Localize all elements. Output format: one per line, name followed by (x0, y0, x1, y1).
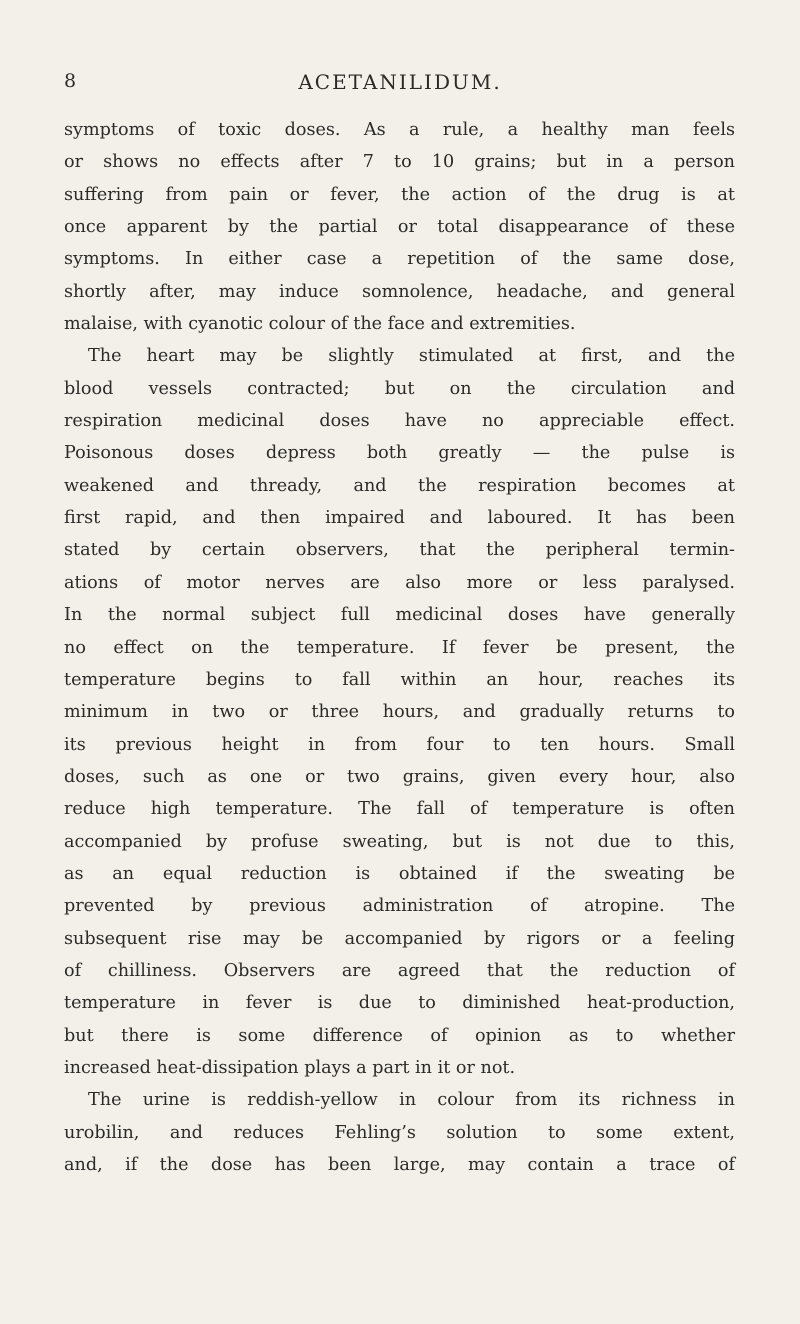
paragraph (64, 1084, 735, 1181)
paragraph (64, 340, 735, 1084)
text-line: no effect on the temperature. If fever be present, the (64, 637, 735, 658)
text-line: stated by certain observers, that the peripheral termin- (64, 540, 735, 561)
text-line: accompanied by profuse sweating, but is not due to this, (64, 831, 735, 852)
text-line: Poisonous doses depress both greatly — the pulse is (64, 443, 735, 464)
text-line: symptoms of toxic doses. As a rule, a healthy man feels (64, 120, 735, 140)
page-number: 8 (64, 70, 78, 92)
text-line: as an equal reduction is obtained if the sweating be (64, 863, 735, 884)
text-line: subsequent rise may be accompanied by rigors or a feeling (64, 928, 735, 949)
text-line: blood vessels contracted; but on the circulation and (64, 378, 735, 399)
text-line: The heart may be slightly stimulated at first, and the (88, 346, 735, 367)
text-line: but there is some difference of opinion as to whether (64, 1025, 735, 1046)
text-line: once apparent by the partial or total disappearance of these (64, 217, 735, 238)
text-line: weakened and thready, and the respiration becomes at (64, 475, 735, 496)
text-line: its previous height in from four to ten hours. Small (64, 734, 735, 755)
text-line: suffering from pain or fever, the action of the drug is at (64, 184, 735, 205)
text-line: reduce high temperature. The fall of temperature is often (64, 799, 735, 820)
text-line: symptoms. In either case a repetition of the same dose, (64, 249, 735, 270)
text-line: malaise, with cyanotic colour of the face and extremities. (64, 314, 576, 335)
text-line: minimum in two or three hours, and gradually returns to (64, 702, 735, 723)
text-line: temperature in fever is due to diminished heat-production, (64, 993, 735, 1014)
text-line: first rapid, and then impaired and laboured. It has been (64, 508, 735, 529)
paragraph (64, 114, 735, 340)
text-line: ations of motor nerves are also more or less paralysed. (64, 572, 735, 593)
page-header (0, 70, 800, 104)
text-line: urobilin, and reduces Fehling’s solution to some extent, (64, 1122, 735, 1143)
running-head: ACETANILIDUM. (298, 70, 502, 94)
text-line: and, if the dose has been large, may contain a trace of (64, 1155, 735, 1175)
body-text (64, 114, 735, 1181)
text-line: respiration medicinal doses have no appreciable effect. (64, 411, 735, 432)
text-line: increased heat-dissipation plays a part in it or not. (64, 1057, 516, 1078)
text-line: The urine is reddish-yellow in colour from its richness in (88, 1090, 735, 1111)
text-line: shortly after, may induce somnolence, headache, and general (64, 281, 735, 302)
text-line: temperature begins to fall within an hour, reaches its (64, 669, 735, 690)
text-line: In the normal subject full medicinal doses have generally (64, 605, 735, 626)
text-line: doses, such as one or two grains, given every hour, also (64, 766, 735, 787)
text-line: or shows no effects after 7 to 10 grains; but in a person (64, 152, 735, 173)
text-line: prevented by previous administration of atropine. The (64, 896, 735, 917)
text-line: of chilliness. Observers are agreed that the reduction of (64, 960, 735, 981)
